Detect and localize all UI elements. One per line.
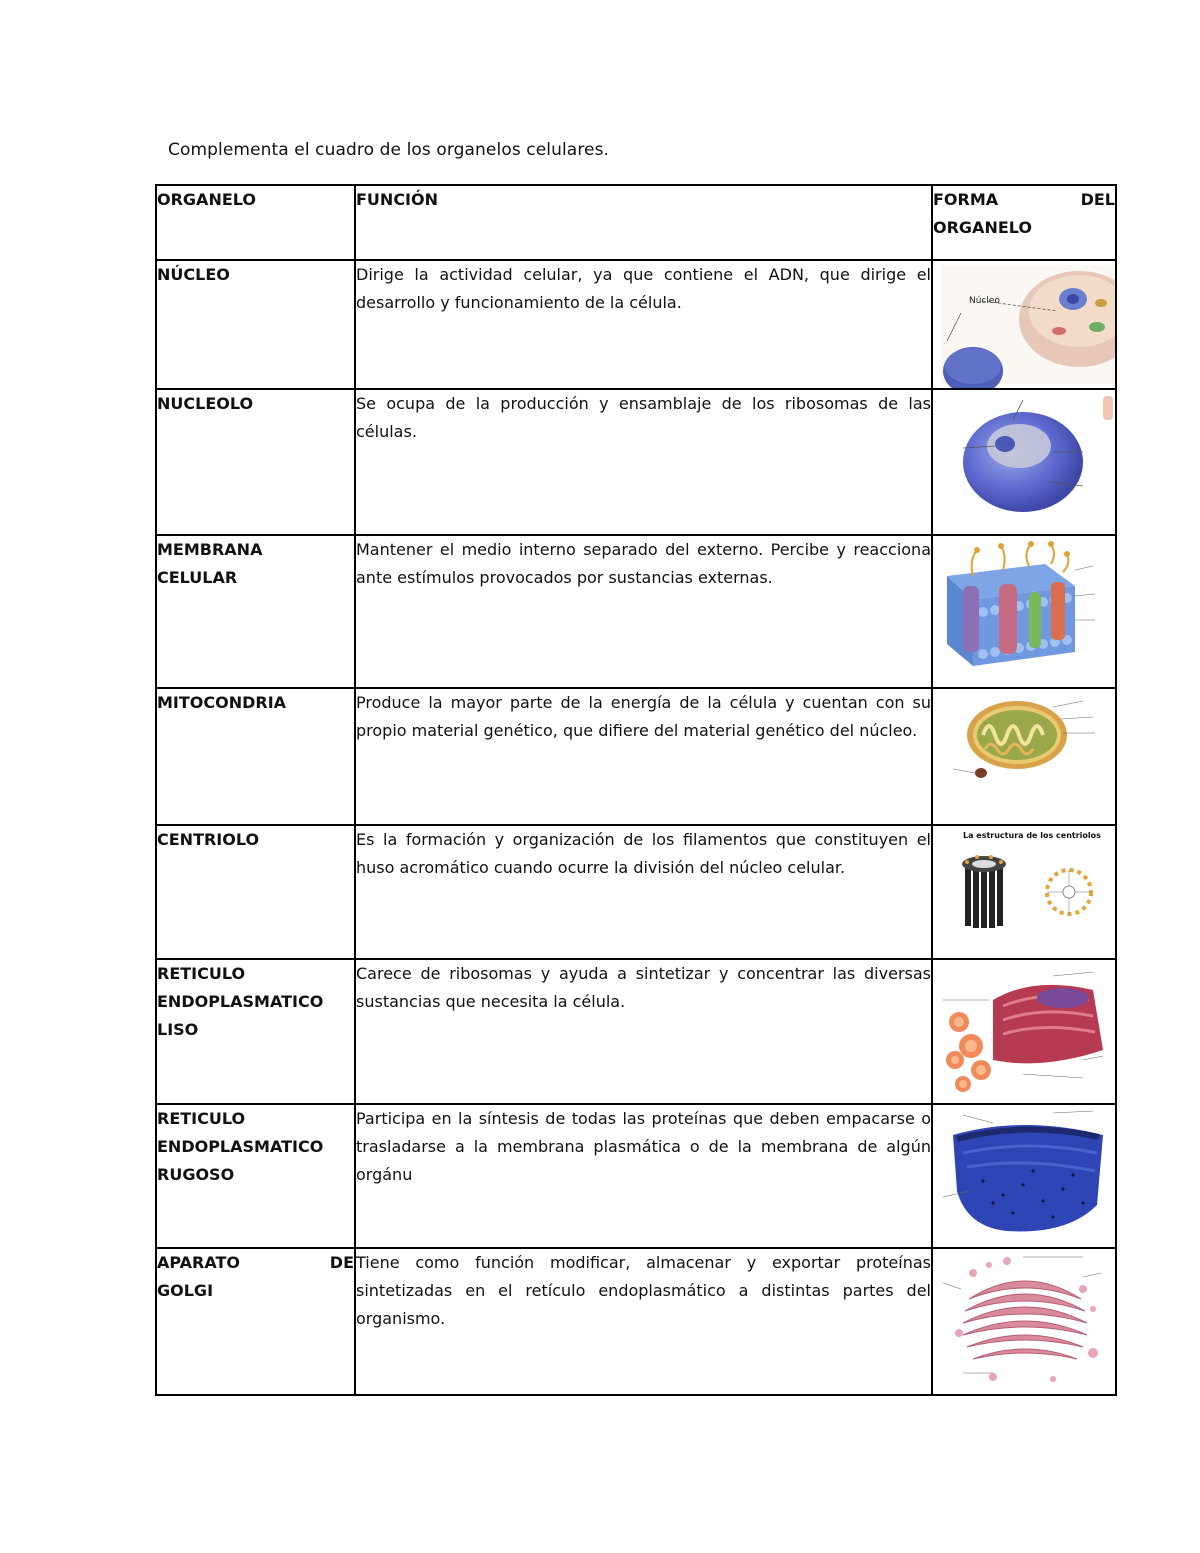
rough-er-illustration: [933, 1105, 1116, 1247]
table-row: [156, 1248, 1116, 1395]
organelle-name: [156, 535, 355, 688]
header-forma-word-2: DEL: [1080, 190, 1115, 209]
table-row: [156, 825, 1116, 959]
smooth-er-illustration: [933, 960, 1116, 1103]
organelle-name-line: RUGOSO: [157, 1165, 235, 1184]
organelle-image-nucleolo: [932, 389, 1116, 535]
organelle-image-re-liso: [932, 959, 1116, 1104]
organelle-image-golgi: [932, 1248, 1116, 1395]
organelle-name: CENTRIOLO: [156, 825, 355, 959]
organelle-name-line: MEMBRANA: [157, 540, 263, 559]
organelle-name-word-1: APARATO: [157, 1253, 240, 1272]
organelle-name-line: ENDOPLASMATICO: [157, 1137, 324, 1156]
organelle-function: Dirige la actividad celular, ya que contiene el ADN, que dirige el desarrollo y funcionamiento de la célula.: [355, 260, 932, 389]
organelle-image-re-rugoso: [932, 1104, 1116, 1248]
organelle-name: [156, 959, 355, 1104]
organelle-function: Tiene como función modificar, almacenar y exportar proteínas sintetizadas en el retículo endoplasmático a distintas partes del organismo.: [355, 1248, 932, 1395]
organelle-function: Produce la mayor parte de la energía de la célula y cuentan con su propio material genético, que difiere del material genético del núcleo.: [355, 688, 932, 825]
organelle-name-line: ENDOPLASMATICO: [157, 992, 324, 1011]
table-row: [156, 535, 1116, 688]
table-row: [156, 1104, 1116, 1248]
nucleus-cell-illustration: [933, 261, 1116, 388]
organelle-name-word-2: DE: [329, 1253, 354, 1272]
organelle-name-line: CELULAR: [157, 568, 238, 587]
header-forma: [932, 185, 1116, 260]
organelle-image-nucleo: [932, 260, 1116, 389]
table-row: [156, 389, 1116, 535]
table-row: [156, 260, 1116, 389]
nucleolus-illustration: [933, 390, 1116, 534]
cell-membrane-illustration: [933, 536, 1116, 687]
organelle-name-line: LISO: [157, 1020, 199, 1039]
header-forma-word-3: ORGANELO: [933, 218, 1032, 237]
organelle-name: NUCLEOLO: [156, 389, 355, 535]
golgi-apparatus-illustration: [933, 1249, 1116, 1394]
organelle-function: Se ocupa de la producción y ensamblaje de los ribosomas de las células.: [355, 389, 932, 535]
organelle-name-line: RETICULO: [157, 1109, 246, 1128]
organelle-name-line: RETICULO: [157, 964, 246, 983]
centriole-image-label: La estructura de los centriolos: [963, 831, 1101, 840]
header-funcion: FUNCIÓN: [355, 185, 932, 260]
page-title: Complementa el cuadro de los organelos celulares.: [168, 140, 610, 160]
table-header-row: [156, 185, 1116, 260]
table-row: [156, 959, 1116, 1104]
organelle-function: Es la formación y organización de los filamentos que constituyen el huso acromático cuando ocurre la división del núcleo celular.: [355, 825, 932, 959]
header-organelo: ORGANELO: [156, 185, 355, 260]
organelle-name: NÚCLEO: [156, 260, 355, 389]
organelle-image-membrana: [932, 535, 1116, 688]
organelle-name: [156, 1104, 355, 1248]
organelle-name-word-3: GOLGI: [157, 1281, 214, 1300]
organelle-name: MITOCONDRIA: [156, 688, 355, 825]
table-row: [156, 688, 1116, 825]
organelle-function: Carece de ribosomas y ayuda a sintetizar y concentrar las diversas sustancias que necesita la célula.: [355, 959, 932, 1104]
organelle-name: [156, 1248, 355, 1395]
organelle-function: Participa en la síntesis de todas las proteínas que deben empacarse o trasladarse a la membrana plasmática o de la membrana de algún orgánu: [355, 1104, 932, 1248]
organelle-image-centriolo: [932, 825, 1116, 959]
centriole-illustration: [933, 826, 1116, 958]
mitochondria-illustration: [933, 689, 1116, 824]
header-forma-word-1: FORMA: [933, 190, 999, 209]
organelles-table: [155, 184, 1117, 1396]
nucleus-image-label: Núcleo: [969, 296, 1000, 306]
organelle-image-mitocondria: [932, 688, 1116, 825]
organelle-function: Mantener el medio interno separado del externo. Percibe y reacciona ante estímulos provocados por sustancias externas.: [355, 535, 932, 688]
